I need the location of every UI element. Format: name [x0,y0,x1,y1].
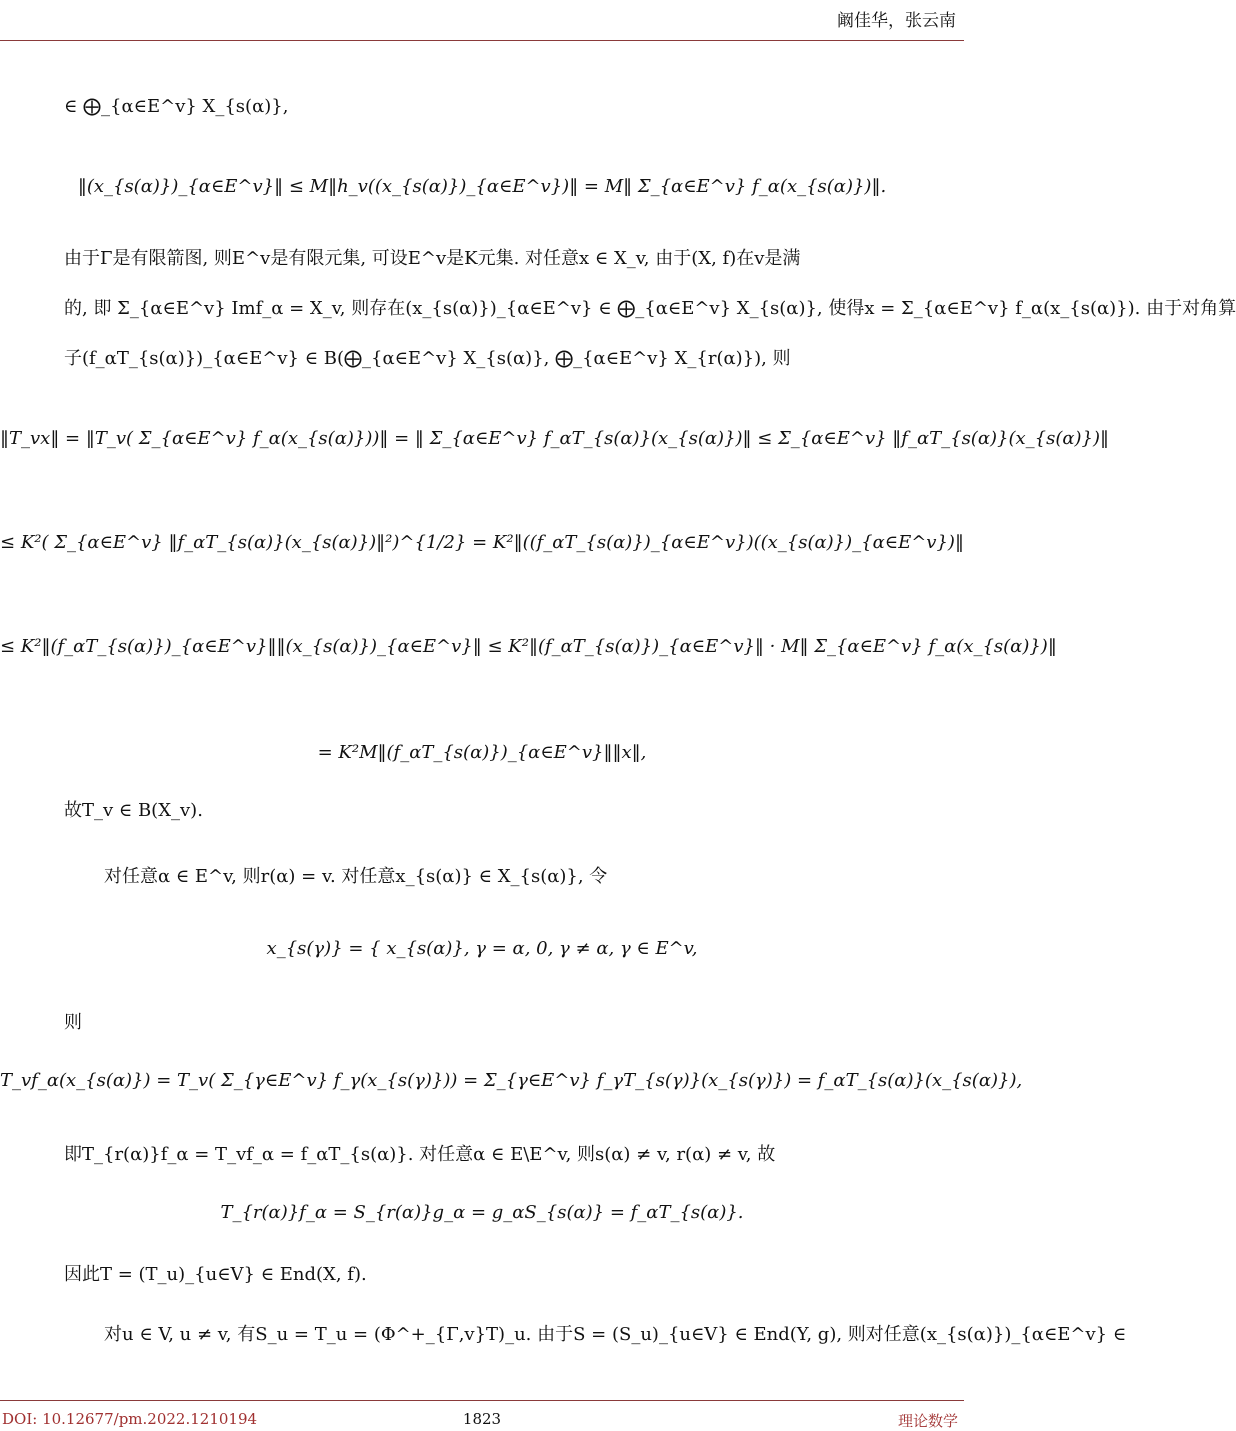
equation: ‖(x_{s(α)})_{α∈E^v}‖ ≤ M‖h_v((x_{s(α)})_{α∈E^v})‖ = M‖ Σ_{α∈E^v} f_α(x_{s(α)})‖. [77,176,887,197]
footer-page-number: 1823 [462,1410,502,1428]
paragraph-line: 故T_v ∈ B(X_v). [64,800,203,821]
equation: x_{s(γ)} = { x_{s(α)}, γ = α, 0, γ ≠ α, γ ∈ E^v, [266,938,698,959]
footer-doi[interactable]: DOI: 10.12677/pm.2022.1210194 [2,1410,258,1428]
paragraph-line: 的, 即 Σ_{α∈E^v} Imf_α = X_v, 则存在(x_{s(α)})_{α∈E^v} ∈ ⨁_{α∈E^v} X_{s(α)}, 使得x = Σ_{α∈E^v} f_α(x_{s(α)}). 由于对角算 [64,298,1236,319]
paragraph-line: 对任意α ∈ E^v, 则r(α) = v. 对任意x_{s(α)} ∈ X_{s(α)}, 令 [104,866,608,887]
paragraph-line: ∈ ⨁_{α∈E^v} X_{s(α)}, [64,96,289,117]
header-rule [0,40,964,41]
paragraph-line: 对u ∈ V, u ≠ v, 有S_u = T_u = (Φ^+_{Γ,v}T)_u. 由于S = (S_u)_{u∈V} ∈ End(Y, g), 则对任意(x_{s(α)})_{α∈E^v} ∈ [104,1324,1127,1345]
paragraph-line: 子(f_αT_{s(α)})_{α∈E^v} ∈ B(⨁_{α∈E^v} X_{s(α)}, ⨁_{α∈E^v} X_{r(α)}), 则 [64,348,791,369]
equation: ≤ K²( Σ_{α∈E^v} ‖f_αT_{s(α)}(x_{s(α)})‖²)^{1/2} = K²‖((f_αT_{s(α)})_{α∈E^v})((x_{s(α)})_{α∈E^v})‖ [0,532,964,553]
equation: T_vf_α(x_{s(α)}) = T_v( Σ_{γ∈E^v} f_γ(x_{s(γ)})) = Σ_{γ∈E^v} f_γT_{s(γ)}(x_{s(γ)}) = f_αT_{s(α)}(x_{s(α)}), [0,1070,1023,1091]
equation: ≤ K²‖(f_αT_{s(α)})_{α∈E^v}‖‖(x_{s(α)})_{α∈E^v}‖ ≤ K²‖(f_αT_{s(α)})_{α∈E^v}‖ · M‖ Σ_{α∈E^v} f_α(x_{s(α)})‖ [0,636,1057,657]
footer-rule [0,1400,964,1401]
equation: ‖T_vx‖ = ‖T_v( Σ_{α∈E^v} f_α(x_{s(α)}))‖ = ‖ Σ_{α∈E^v} f_αT_{s(α)}(x_{s(α)})‖ ≤ Σ_{α∈E^v} ‖f_αT_{s(α)}(x_{s(α)})‖ [0,428,1109,449]
paragraph-line: 因此T = (T_u)_{u∈V} ∈ End(X, f). [64,1264,367,1285]
equation: T_{r(α)}f_α = S_{r(α)}g_α = g_αS_{s(α)} = f_αT_{s(α)}. [220,1202,744,1223]
paragraph-line: 由于Γ是有限箭图, 则E^v是有限元集, 可设E^v是K元集. 对任意x ∈ X_v, 由于(X, f)在v是满 [64,248,801,269]
paragraph-line: 即T_{r(α)}f_α = T_vf_α = f_αT_{s(α)}. 对任意α ∈ E\E^v, 则s(α) ≠ v, r(α) ≠ v, 故 [64,1144,776,1165]
paragraph-line: 则 [64,1012,82,1033]
equation: = K²M‖(f_αT_{s(α)})_{α∈E^v}‖‖x‖, [317,742,647,763]
footer-journal: 理论数学 [897,1412,958,1430]
running-header-authors: 阚佳华，张云南 [837,11,956,31]
